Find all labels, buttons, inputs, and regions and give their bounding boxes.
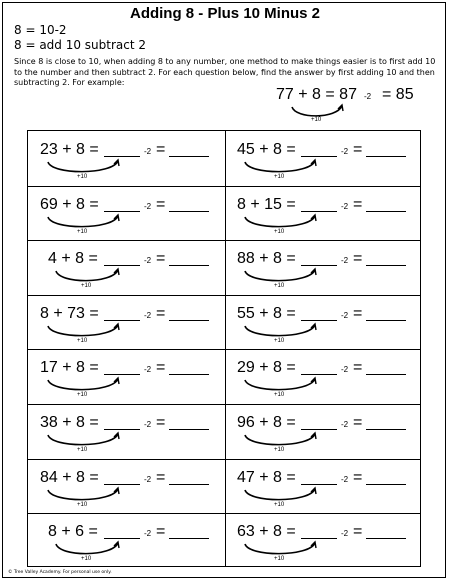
problem-expression: 8 + 15 = <box>237 195 296 213</box>
minus-two-label: -2 <box>341 147 349 156</box>
minus-two-label: -2 <box>144 201 152 211</box>
answer-blank-final[interactable] <box>366 211 406 212</box>
problem-expression: 88 + 8 = <box>237 250 296 268</box>
problem-grid <box>27 130 421 567</box>
plus-ten-label: +10 <box>274 228 285 235</box>
plus-ten-label: +10 <box>274 174 285 180</box>
problem-expression: 84 + 8 = <box>40 468 99 486</box>
minus-two-label: -2 <box>341 420 349 429</box>
plus-ten-label: +10 <box>81 556 92 563</box>
minus-two-label: -2 <box>144 256 152 266</box>
fact-line-2: 8 = add 10 subtract 2 <box>14 38 147 52</box>
problem-cell <box>225 349 422 404</box>
answer-blank-plus10[interactable] <box>104 374 140 375</box>
answer-blank-final[interactable] <box>366 374 406 375</box>
answer-blank-final[interactable] <box>169 484 209 485</box>
answer-blank-final[interactable] <box>169 320 209 321</box>
problem-cell <box>225 240 422 295</box>
plus-ten-label: +10 <box>274 447 285 453</box>
problem-cell <box>225 513 422 568</box>
minus-two-label: -2 <box>144 474 152 484</box>
plus-ten-label: +10 <box>77 447 88 453</box>
plus-ten-label: +10 <box>274 556 285 563</box>
answer-blank-final[interactable] <box>366 265 406 266</box>
minus-two-label: -2 <box>144 529 152 539</box>
minus-two-label: -2 <box>144 147 152 156</box>
minus-two-label: -2 <box>341 529 349 539</box>
problem-expression: 29 + 8 = <box>237 359 296 377</box>
minus-two-label: -2 <box>144 310 152 320</box>
problem-expression: 45 + 8 = <box>237 141 296 158</box>
problem-expression: 8 + 73 = <box>40 304 99 322</box>
example-plus-label: +10 <box>311 117 322 123</box>
answer-blank-plus10[interactable] <box>301 265 337 266</box>
problem-cell <box>28 131 225 186</box>
copyright-footer: © Tree Valley Academy. For personal use only. <box>8 570 112 575</box>
answer-blank-plus10[interactable] <box>301 211 337 212</box>
fact-line-1: 8 = 10-2 <box>14 23 67 37</box>
answer-blank-final[interactable] <box>366 429 406 430</box>
answer-blank-plus10[interactable] <box>301 320 337 321</box>
plus-ten-label: +10 <box>81 283 92 290</box>
answer-blank-final[interactable] <box>366 320 406 321</box>
example-minus-label: -2 <box>364 92 372 101</box>
answer-blank-final[interactable] <box>366 156 406 157</box>
problem-cell <box>225 459 422 514</box>
equals-sign: = <box>353 414 363 431</box>
minus-two-label: -2 <box>341 474 349 484</box>
problem-expression: 47 + 8 = <box>237 468 296 486</box>
answer-blank-plus10[interactable] <box>104 211 140 212</box>
answer-blank-plus10[interactable] <box>104 320 140 321</box>
plus-ten-label: +10 <box>77 501 88 508</box>
problem-cell <box>28 513 225 568</box>
equals-sign: = <box>353 141 363 158</box>
minus-two-label: -2 <box>341 365 349 375</box>
equals-sign: = <box>156 468 166 486</box>
problem-cell <box>225 186 422 241</box>
problem-expression: 55 + 8 = <box>237 304 296 322</box>
problem-expression: 17 + 8 = <box>40 359 99 377</box>
problem-expression: 63 + 8 = <box>237 523 296 541</box>
problem-expression: 96 + 8 = <box>237 414 296 431</box>
minus-two-label: -2 <box>341 201 349 211</box>
answer-blank-plus10[interactable] <box>301 156 337 157</box>
equals-sign: = <box>156 523 166 541</box>
answer-blank-plus10[interactable] <box>301 374 337 375</box>
equals-sign: = <box>156 141 166 158</box>
answer-blank-final[interactable] <box>366 538 406 539</box>
problem-cell <box>28 404 225 459</box>
problem-expression: 38 + 8 = <box>40 414 99 431</box>
example <box>270 86 440 130</box>
problem-cell <box>225 295 422 350</box>
answer-blank-final[interactable] <box>169 265 209 266</box>
plus-ten-label: +10 <box>274 392 285 399</box>
answer-blank-plus10[interactable] <box>104 538 140 539</box>
equals-sign: = <box>156 304 166 322</box>
plus-ten-label: +10 <box>77 228 88 235</box>
problem-cell <box>28 186 225 241</box>
answer-blank-plus10[interactable] <box>104 429 140 430</box>
problem-cell <box>28 240 225 295</box>
answer-blank-plus10[interactable] <box>301 484 337 485</box>
equals-sign: = <box>353 250 363 268</box>
minus-two-label: -2 <box>341 256 349 266</box>
answer-blank-final[interactable] <box>366 484 406 485</box>
answer-blank-final[interactable] <box>169 374 209 375</box>
equals-sign: = <box>156 250 166 268</box>
equals-sign: = <box>353 359 363 377</box>
problem-cell <box>28 295 225 350</box>
plus-ten-label: +10 <box>274 501 285 508</box>
equals-sign: = <box>156 195 166 213</box>
plus-ten-label: +10 <box>274 337 285 344</box>
plus-ten-label: +10 <box>274 283 285 290</box>
example-result: = 85 <box>382 86 414 103</box>
answer-blank-plus10[interactable] <box>104 156 140 157</box>
equals-sign: = <box>156 414 166 431</box>
problem-expression: 4 + 8 = <box>48 250 98 268</box>
instructions: Since 8 is close to 10, when adding 8 to any number, one method to make things easier is to first add 10 to the number and then subtract 2. For each question below, find the answer by first adding 10 and then subtracting 2. For example: <box>14 57 436 87</box>
equals-sign: = <box>353 523 363 541</box>
plus-ten-label: +10 <box>77 174 88 180</box>
minus-two-label: -2 <box>341 310 349 320</box>
minus-two-label: -2 <box>144 365 152 375</box>
problem-expression: 69 + 8 = <box>40 195 99 213</box>
problem-cell <box>28 459 225 514</box>
problem-cell <box>225 404 422 459</box>
equals-sign: = <box>353 195 363 213</box>
plus-ten-label: +10 <box>77 337 88 344</box>
plus-ten-label: +10 <box>77 392 88 399</box>
answer-blank-plus10[interactable] <box>301 429 337 430</box>
answer-blank-final[interactable] <box>169 156 209 157</box>
answer-blank-plus10[interactable] <box>104 484 140 485</box>
answer-blank-final[interactable] <box>169 211 209 212</box>
page-title: Adding 8 - Plus 10 Minus 2 <box>129 5 321 22</box>
equals-sign: = <box>156 359 166 377</box>
equals-sign: = <box>353 304 363 322</box>
example-expression: 77 + 8 = 87 <box>276 86 357 103</box>
problem-cell <box>28 349 225 404</box>
problem-expression: 23 + 8 = <box>40 141 99 158</box>
problem-cell <box>225 131 422 186</box>
minus-two-label: -2 <box>144 420 152 429</box>
problem-expression: 8 + 6 = <box>48 523 98 541</box>
answer-blank-plus10[interactable] <box>301 538 337 539</box>
answer-blank-plus10[interactable] <box>104 265 140 266</box>
equals-sign: = <box>353 468 363 486</box>
answer-blank-final[interactable] <box>169 429 209 430</box>
answer-blank-final[interactable] <box>169 538 209 539</box>
